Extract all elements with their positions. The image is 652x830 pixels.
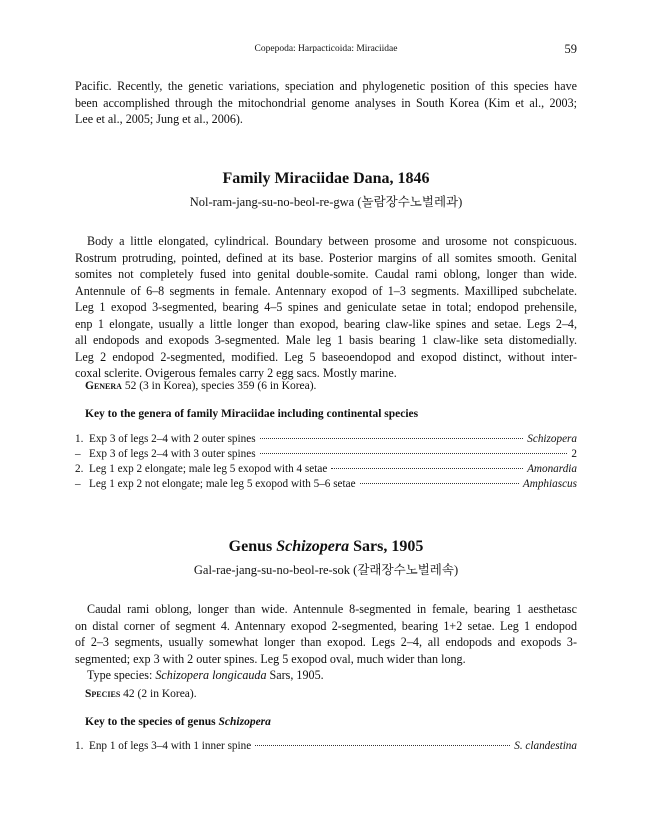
- description-line: of 2–3 segments, usually somewhat longer than exopod. Legs 2–4, all endopods and exopods 3-: [75, 635, 577, 649]
- key-text: Leg 1 exp 2 elongate; male leg 5 exopod with 4 setae: [89, 463, 328, 475]
- key-text: Leg 1 exp 2 not elongate; male leg 5 exopod with 5–6 setae: [89, 478, 356, 490]
- family-heading: Family Miraciidae Dana, 1846: [222, 170, 430, 187]
- dot-leader: [260, 429, 524, 439]
- dot-leader: [360, 474, 519, 484]
- description-line: enp 1 elongate, usually a little longer than exopod, bearing claw-like spines and setae. Legs 2–4,: [75, 316, 577, 331]
- dot-leader: [260, 444, 568, 454]
- key-number: 1.: [75, 433, 84, 445]
- key-number: 2.: [75, 463, 84, 475]
- description-line: Caudal rami oblong, longer than wide. Antennule 8-segmented in female, bearing 1 aesthetasc: [87, 602, 577, 616]
- key-text: Enp 1 of legs 3–4 with 1 inner spine: [89, 740, 252, 752]
- genus-title-name: Schizopera: [276, 538, 350, 555]
- description-line: Rostrum protruding, pointed, defined at its base. Posterior margins of all somites smooth. Genital: [75, 250, 577, 265]
- type-species-author: Sars, 1905.: [266, 668, 324, 682]
- description-line: Leg 1 exopod 3-segmented, bearing 4–5 spines and geniculate setae in total; endopod prehensile,: [75, 300, 577, 314]
- genera-key-title: Key to the genera of family Miraciidae including continental species: [85, 408, 419, 420]
- running-header: Copepoda: Harpacticoida: Miraciidae: [254, 44, 398, 54]
- description-line: segmented; exp 3 with 2 outer spines. Leg 5 exopod oval, much wider than long.: [75, 651, 466, 666]
- key-number: –: [75, 478, 81, 490]
- intro-line: Lee et al., 2005; Jung et al., 2006).: [75, 112, 243, 126]
- description-line: Antennule of 6–8 segments in female. Antennary exopod of 1–3 segments. Maxilliped subchelate.: [75, 283, 577, 298]
- description-line: all endopods and exopods 3-segmented. Male leg 1 basis bearing 1 claw-like seta distomedially.: [75, 333, 577, 347]
- genera-count: [85, 380, 316, 392]
- genus-korean-name: Gal-rae-jang-su-no-beol-re-sok (갈래장수노벌레속): [193, 563, 459, 577]
- key-number: 1.: [75, 740, 84, 752]
- genus-title-prefix: Genus: [228, 538, 277, 555]
- species-label: Species: [85, 688, 121, 700]
- type-species-label: Type species:: [87, 668, 156, 682]
- genus-description: [75, 601, 577, 684]
- description-line: Body a little elongated, cylindrical. Boundary between prosome and urosome not conspicuous.: [87, 234, 577, 248]
- key-target: S. clandestina: [514, 740, 577, 752]
- species-text: 42 (2 in Korea).: [123, 688, 197, 700]
- family-description: [75, 233, 577, 382]
- family-korean-name: Nol-ram-jang-su-no-beol-re-gwa (놀람장수노벌레과): [189, 195, 463, 209]
- genera-text: 52 (3 in Korea), species 359 (6 in Korea).: [124, 380, 317, 392]
- species-count: [85, 688, 197, 700]
- key-target: Amphiascus: [522, 478, 577, 490]
- key-number: –: [75, 448, 81, 460]
- key-text: Exp 3 of legs 2–4 with 2 outer spines: [89, 433, 256, 445]
- genus-title-suffix: Sars, 1905: [349, 538, 424, 555]
- key-target: Schizopera: [527, 433, 577, 445]
- description-line: somites not completely fused into genital double-somite. Caudal rami oblong, longer than wide.: [75, 267, 577, 281]
- key-target: Amonardia: [527, 463, 577, 475]
- genera-label: Genera: [85, 380, 122, 392]
- species-key-title-prefix: Key to the species of genus: [85, 716, 219, 728]
- genus-heading: [75, 538, 577, 556]
- key-couplet: [75, 477, 577, 492]
- intro-line: been accomplished through the mitochondrial genome analyses in South Korea (Kim et al., 2003;: [75, 95, 577, 110]
- key-text: Exp 3 of legs 2–4 with 3 outer spines: [89, 448, 256, 460]
- type-species-name: Schizopera longicauda: [155, 668, 267, 682]
- intro-line: Pacific. Recently, the genetic variations, speciation and phylogenetic position of this species have: [75, 79, 577, 93]
- page-number: 59: [564, 42, 577, 56]
- intro-paragraph: [75, 78, 577, 128]
- species-key-title: [85, 716, 271, 728]
- dot-leader: [255, 736, 510, 746]
- dot-leader: [331, 459, 523, 469]
- species-key-title-genus: Schizopera: [218, 716, 271, 728]
- key-target: 2: [571, 448, 577, 460]
- description-line: coxal sclerite. Ovigerous females carry 2 egg sacs. Mostly marine.: [75, 366, 397, 380]
- key-couplet: [75, 739, 577, 754]
- description-line: on distal corner of segment 4. Antennary exopod 2-segmented, bearing 1+2 setae. Leg 1 endopod: [75, 618, 577, 633]
- description-line: Leg 2 endopod 2-segmented, modified. Leg 5 baseoendopod and exopod distinct, without inter-: [75, 349, 577, 364]
- type-species-line: [75, 667, 577, 684]
